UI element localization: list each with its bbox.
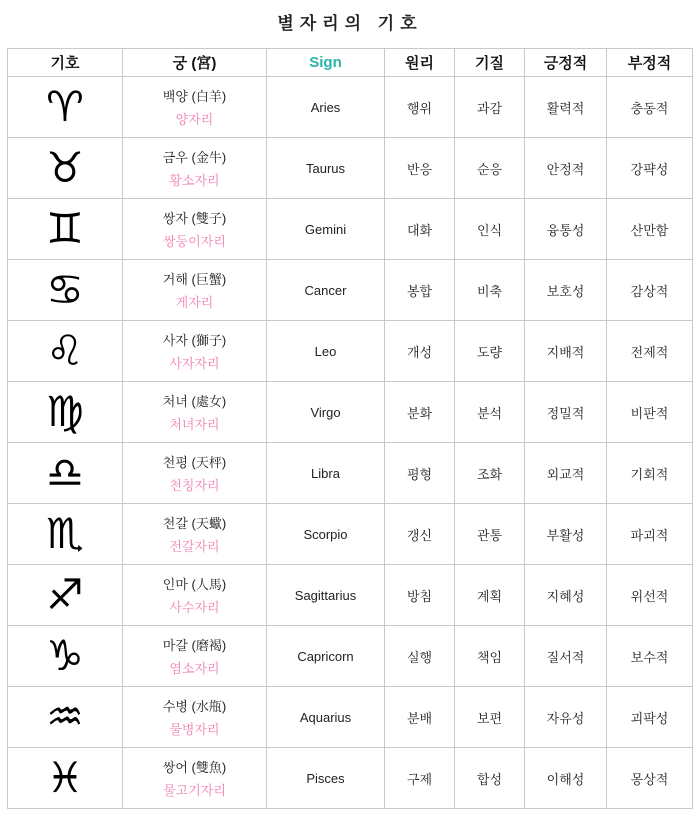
header-principle: 원리	[385, 49, 455, 77]
positive-cell: 활력적	[525, 77, 607, 138]
house-name: 수병 (水甁)	[162, 699, 227, 714]
temperament-cell: 합성	[455, 748, 525, 809]
symbol-cell	[8, 443, 123, 504]
house-name: 사자 (獅子)	[162, 333, 227, 348]
negative-cell: 전제적	[607, 321, 693, 382]
sign-name-cell: Aquarius	[267, 687, 385, 748]
korean-constellation-name: 천칭자리	[169, 478, 220, 493]
capricorn-symbol-icon: ♑	[46, 631, 84, 680]
symbol-cell	[8, 565, 123, 626]
positive-cell: 이해성	[525, 748, 607, 809]
negative-cell: 기회적	[607, 443, 693, 504]
house-name: 쌍어 (雙魚)	[162, 760, 227, 775]
positive-cell: 지혜성	[525, 565, 607, 626]
temperament-cell: 순응	[455, 138, 525, 199]
house-name: 인마 (人馬)	[162, 577, 227, 592]
house-cell	[123, 748, 267, 809]
sign-name-cell: Taurus	[267, 138, 385, 199]
virgo-symbol-icon: ♍	[46, 387, 84, 436]
sagittarius-symbol-icon: ♐	[46, 570, 84, 619]
positive-cell: 질서적	[525, 626, 607, 687]
header-sign: Sign	[267, 49, 385, 77]
temperament-cell: 분석	[455, 382, 525, 443]
leo-symbol-icon: ♌	[46, 326, 84, 375]
korean-constellation-name: 물고기자리	[163, 783, 226, 798]
principle-cell: 실행	[385, 626, 455, 687]
header-row	[8, 49, 693, 77]
korean-constellation-name: 염소자리	[169, 661, 220, 676]
page-title: 별자리의 기호	[277, 14, 423, 33]
principle-cell: 분화	[385, 382, 455, 443]
gemini-symbol-icon: ♊	[46, 204, 84, 253]
negative-cell: 괴팍성	[607, 687, 693, 748]
symbol-cell	[8, 138, 123, 199]
symbol-cell	[8, 321, 123, 382]
symbol-cell	[8, 382, 123, 443]
negative-cell: 비판적	[607, 382, 693, 443]
sign-name-cell: Aries	[267, 77, 385, 138]
principle-cell: 평형	[385, 443, 455, 504]
positive-cell: 안정적	[525, 138, 607, 199]
symbol-cell	[8, 748, 123, 809]
house-name: 금우 (金牛)	[162, 150, 227, 165]
libra-symbol-icon: ♎	[46, 448, 84, 497]
house-cell	[123, 443, 267, 504]
house-cell	[123, 382, 267, 443]
sign-name-cell: Pisces	[267, 748, 385, 809]
house-cell	[123, 138, 267, 199]
temperament-cell: 보편	[455, 687, 525, 748]
korean-constellation-name: 사수자리	[169, 600, 220, 615]
zodiac-table-body	[8, 77, 693, 809]
symbol-cell	[8, 687, 123, 748]
table-row	[8, 77, 693, 138]
header-temperament: 기질	[455, 49, 525, 77]
table-row	[8, 321, 693, 382]
house-name: 천평 (天枰)	[162, 455, 227, 470]
table-row	[8, 687, 693, 748]
positive-cell: 정밀적	[525, 382, 607, 443]
house-name: 거해 (巨蟹)	[162, 272, 227, 287]
temperament-cell: 도량	[455, 321, 525, 382]
house-cell	[123, 260, 267, 321]
principle-cell: 구제	[385, 748, 455, 809]
symbol-cell	[8, 260, 123, 321]
sign-name-cell: Virgo	[267, 382, 385, 443]
symbol-cell	[8, 626, 123, 687]
temperament-cell: 계획	[455, 565, 525, 626]
negative-cell: 산만함	[607, 199, 693, 260]
negative-cell: 몽상적	[607, 748, 693, 809]
temperament-cell: 조화	[455, 443, 525, 504]
header-house: 궁 (宮)	[123, 49, 267, 77]
house-cell	[123, 504, 267, 565]
korean-constellation-name: 전갈자리	[169, 539, 220, 554]
header-positive: 긍정적	[525, 49, 607, 77]
header-symbol: 기호	[8, 49, 123, 77]
korean-constellation-name: 물병자리	[169, 722, 220, 737]
positive-cell: 융통성	[525, 199, 607, 260]
sign-name-cell: Sagittarius	[267, 565, 385, 626]
positive-cell: 지배적	[525, 321, 607, 382]
temperament-cell: 과감	[455, 77, 525, 138]
taurus-symbol-icon: ♉	[46, 143, 84, 192]
negative-cell: 충동적	[607, 77, 693, 138]
korean-constellation-name: 양자리	[175, 112, 214, 127]
scorpio-symbol-icon: ♏	[46, 509, 84, 558]
korean-constellation-name: 게자리	[175, 295, 214, 310]
positive-cell: 부활성	[525, 504, 607, 565]
positive-cell: 보호성	[525, 260, 607, 321]
principle-cell: 대화	[385, 199, 455, 260]
temperament-cell: 인식	[455, 199, 525, 260]
zodiac-table	[7, 48, 693, 809]
korean-constellation-name: 사자자리	[169, 356, 220, 371]
header-negative: 부정적	[607, 49, 693, 77]
principle-cell: 개성	[385, 321, 455, 382]
house-cell	[123, 77, 267, 138]
temperament-cell: 책임	[455, 626, 525, 687]
house-cell	[123, 687, 267, 748]
principle-cell: 방침	[385, 565, 455, 626]
symbol-cell	[8, 199, 123, 260]
aries-symbol-icon: ♈	[46, 82, 84, 131]
sign-name-cell: Scorpio	[267, 504, 385, 565]
negative-cell: 감상적	[607, 260, 693, 321]
sign-name-cell: Libra	[267, 443, 385, 504]
table-row	[8, 382, 693, 443]
house-name: 처녀 (處女)	[162, 394, 227, 409]
sign-name-cell: Capricorn	[267, 626, 385, 687]
principle-cell: 분배	[385, 687, 455, 748]
principle-cell: 행위	[385, 77, 455, 138]
sign-name-cell: Leo	[267, 321, 385, 382]
korean-constellation-name: 처녀자리	[169, 417, 220, 432]
table-row	[8, 748, 693, 809]
house-cell	[123, 626, 267, 687]
pisces-symbol-icon: ♓	[46, 753, 84, 802]
house-name: 마갈 (磨褐)	[162, 638, 227, 653]
house-cell	[123, 321, 267, 382]
principle-cell: 갱신	[385, 504, 455, 565]
negative-cell: 보수적	[607, 626, 693, 687]
temperament-cell: 관통	[455, 504, 525, 565]
house-name: 백양 (白羊)	[162, 89, 227, 104]
negative-cell: 강퍅성	[607, 138, 693, 199]
positive-cell: 외교적	[525, 443, 607, 504]
korean-constellation-name: 황소자리	[169, 173, 220, 188]
table-row	[8, 626, 693, 687]
table-row	[8, 199, 693, 260]
table-row	[8, 138, 693, 199]
korean-constellation-name: 쌍둥이자리	[163, 234, 226, 249]
house-cell	[123, 199, 267, 260]
temperament-cell: 비축	[455, 260, 525, 321]
table-row	[8, 443, 693, 504]
symbol-cell	[8, 504, 123, 565]
cancer-symbol-icon: ♋	[46, 265, 84, 314]
principle-cell: 반응	[385, 138, 455, 199]
house-cell	[123, 565, 267, 626]
sign-name-cell: Cancer	[267, 260, 385, 321]
table-row	[8, 504, 693, 565]
house-name: 쌍자 (雙子)	[162, 211, 227, 226]
sign-name-cell: Gemini	[267, 199, 385, 260]
principle-cell: 봉합	[385, 260, 455, 321]
negative-cell: 파괴적	[607, 504, 693, 565]
table-row	[8, 260, 693, 321]
positive-cell: 자유성	[525, 687, 607, 748]
table-row	[8, 565, 693, 626]
house-name: 천갈 (天蠍)	[162, 516, 227, 531]
aquarius-symbol-icon: ♒	[46, 692, 84, 741]
symbol-cell	[8, 77, 123, 138]
negative-cell: 위선적	[607, 565, 693, 626]
